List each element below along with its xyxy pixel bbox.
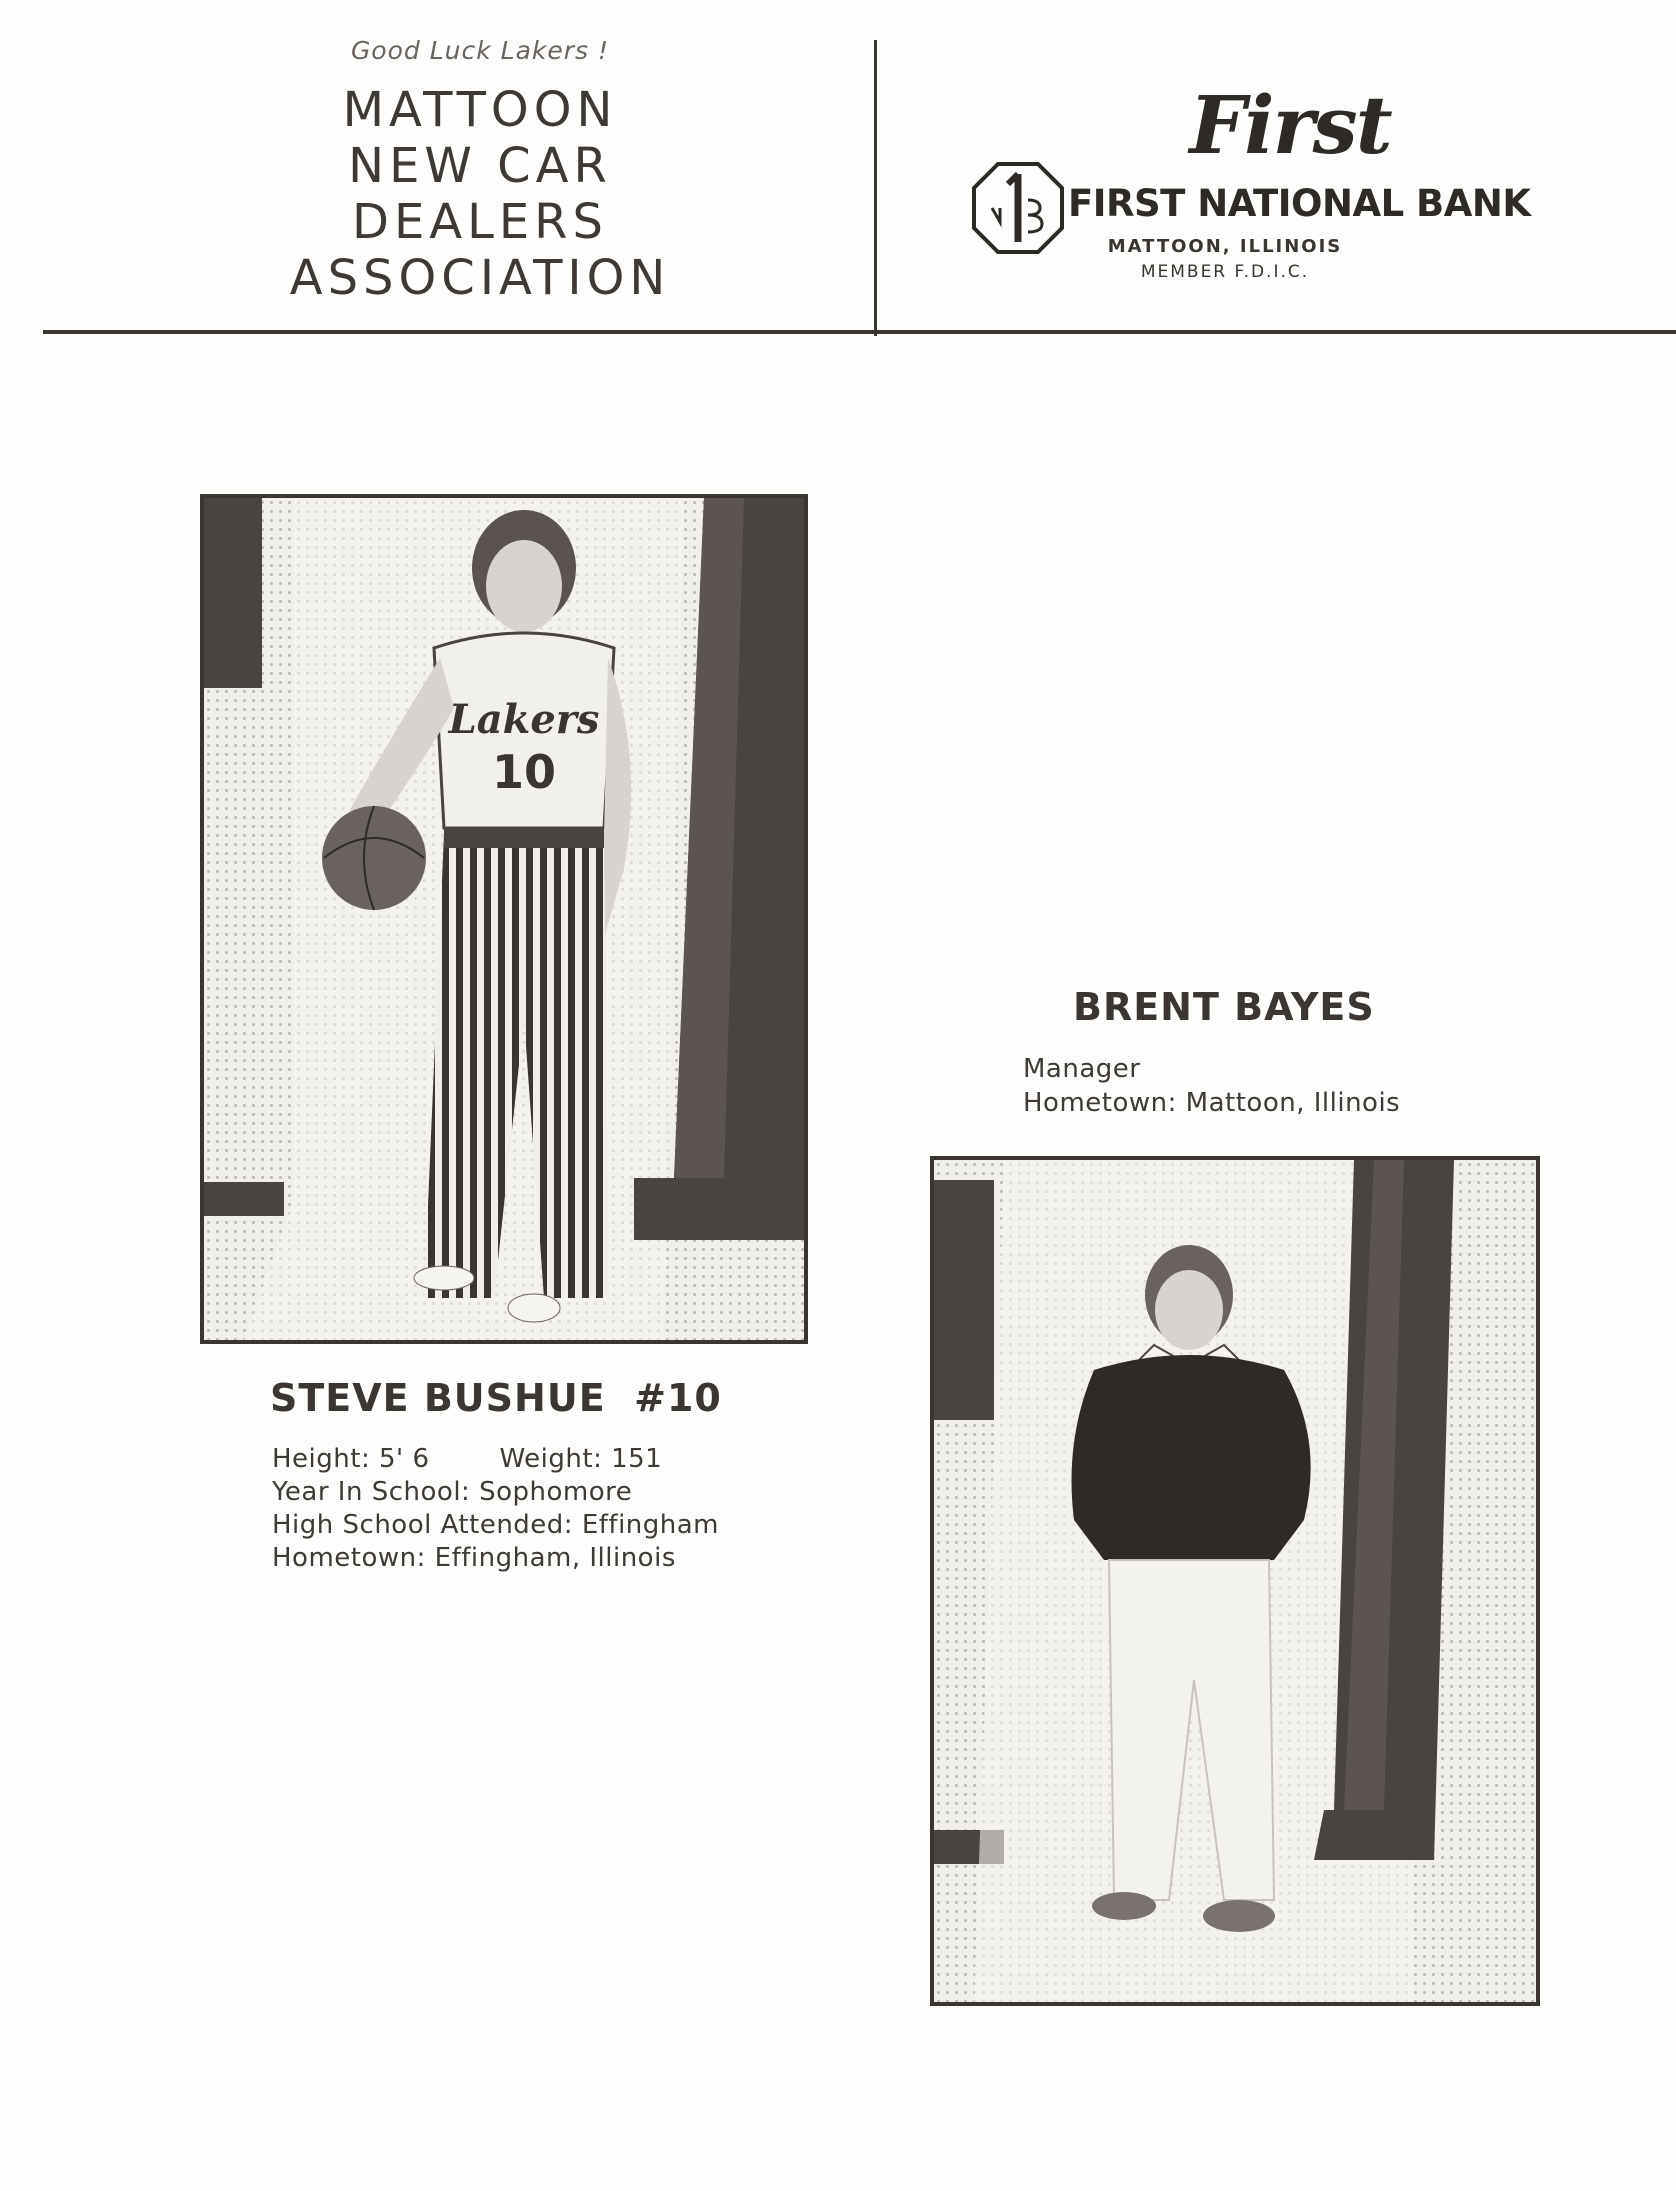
bank-name: FIRST NATIONAL BANK <box>1068 182 1531 225</box>
first-national-bank-emblem-icon <box>970 160 1066 256</box>
player-hometown-value: Effingham, Illinois <box>434 1543 676 1573</box>
height-label: Height: <box>272 1444 371 1474</box>
manager-hometown-label: Hometown: <box>1023 1088 1177 1118</box>
player-hometown-label: Hometown: <box>272 1543 426 1573</box>
player-name-text: STEVE BUSHUE <box>270 1376 606 1420</box>
ad-dealer-line-3: DEALERS <box>351 194 608 250</box>
year-label: Year In School: <box>272 1477 471 1507</box>
ad-dealer-line-2: NEW CAR <box>348 138 612 194</box>
manager-hometown <box>1023 1087 1400 1120</box>
ad-tagline: Good Luck Lakers ! <box>350 36 610 65</box>
header-horizontal-divider <box>43 330 1676 334</box>
player-year <box>272 1476 632 1509</box>
bank-logo-word: First <box>1189 78 1391 172</box>
ad-dealer-line-1: MATTOON <box>342 82 618 138</box>
weight-label: Weight: <box>499 1444 603 1474</box>
jersey-text: Lakers <box>448 696 600 743</box>
player-height-weight <box>272 1443 662 1476</box>
bank-fdic: MEMBER F.D.I.C. <box>1140 262 1310 282</box>
ad-dealer-line-4: ASSOCIATION <box>289 250 671 306</box>
header-vertical-divider <box>874 40 877 336</box>
player-photo <box>200 494 808 1344</box>
manager-photo <box>930 1156 1540 2006</box>
player-school <box>272 1509 719 1542</box>
manager-hometown-value: Mattoon, Illinois <box>1185 1088 1401 1118</box>
jersey-number: 10 <box>491 745 557 799</box>
manager-role: Manager <box>1023 1054 1141 1084</box>
player-name <box>270 1376 722 1420</box>
player-number: #10 <box>634 1376 722 1420</box>
bank-city: MATTOON, ILLINOIS <box>1107 236 1343 257</box>
height-value: 5' 6 <box>378 1444 430 1474</box>
school-label: High School Attended: <box>272 1510 574 1540</box>
player-hometown <box>272 1542 676 1575</box>
manager-name: BRENT BAYES <box>1073 985 1375 1029</box>
year-value: Sophomore <box>479 1477 633 1507</box>
school-value: Effingham <box>581 1510 720 1540</box>
weight-value: 151 <box>611 1444 663 1474</box>
